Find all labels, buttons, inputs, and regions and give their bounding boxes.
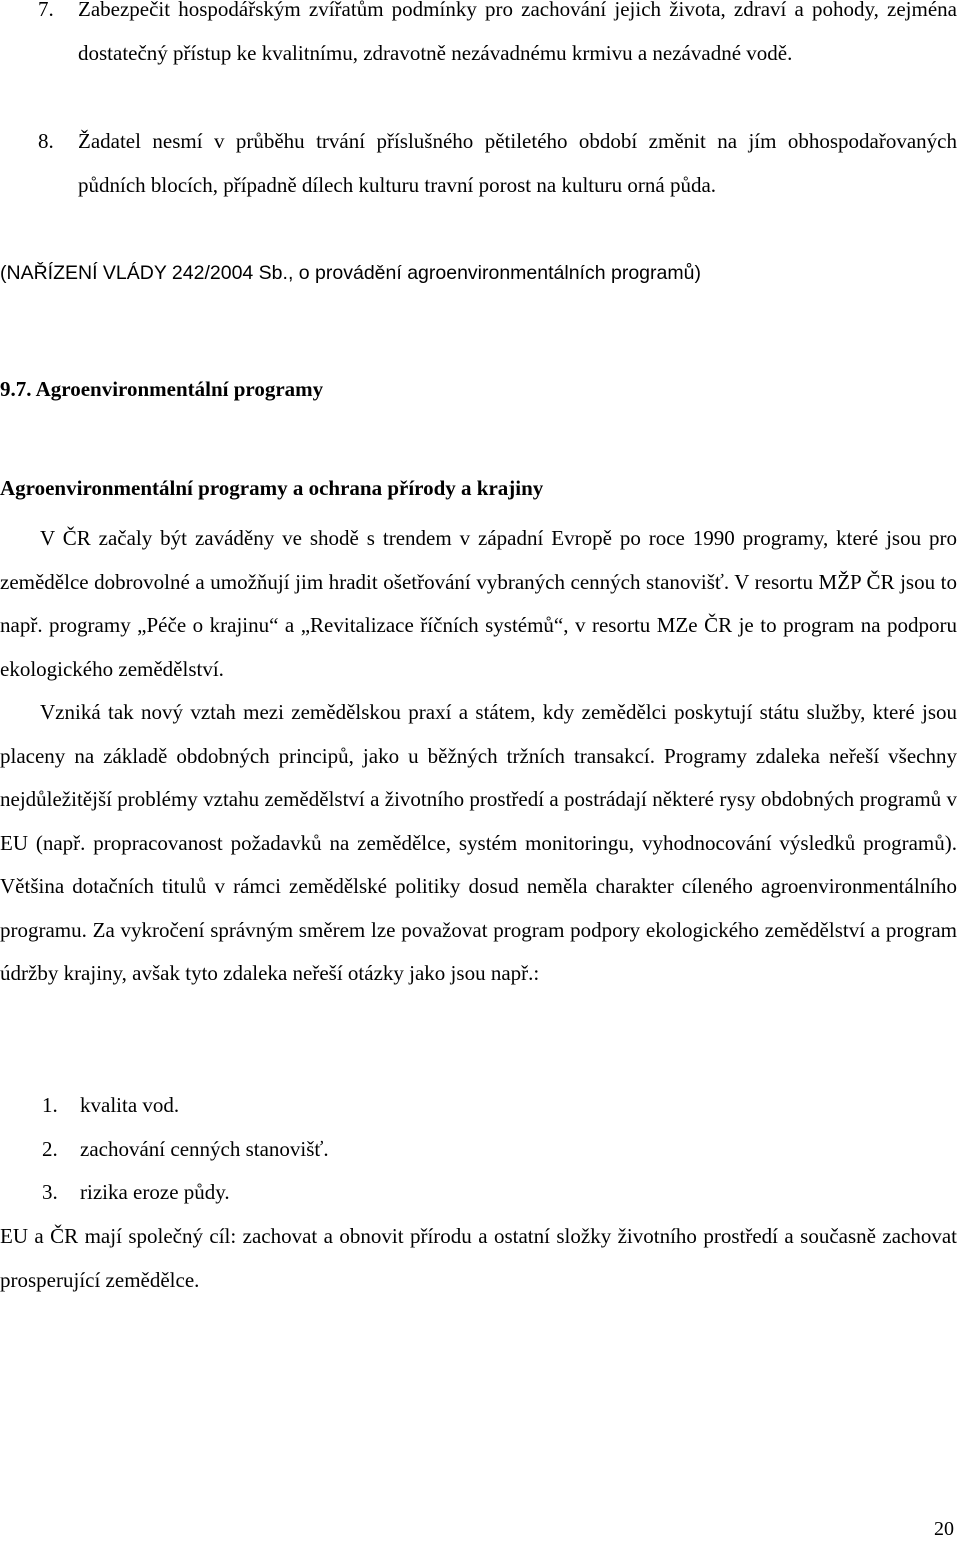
list-item-number: 3. <box>42 1180 58 1204</box>
subsection-heading: Agroenvironmentální programy a ochrana přírody a krajiny <box>0 476 544 500</box>
citation: (NAŘÍZENÍ VLÁDY 242/2004 Sb., o provádění agroenvironmentálních programů) <box>0 262 701 284</box>
list-item-number: 7. <box>38 0 54 21</box>
paragraph: V ČR začaly být zaváděny ve shodě s trendem v západní Evropě po roce 1990 programy, které jsou pro zemědělce dobrovolné a umožňují jim hradit ošetřování vybraných cenných stanovišť. V resortu MŽP ČR jsou to např. programy „Péče o krajinu“ a „Revitalizace říčních systémů“, v resortu MZe ČR je to program na podporu ekologického zemědělství. <box>0 526 957 681</box>
list-item <box>0 120 957 255</box>
list-item-text: Zabezpečit hospodářským zvířatům podmínky pro zachování jejich života, zdraví a pohody, zejména dostatečný přístup ke kvalitnímu, zdravotně nezávadnému krmivu a nezávadné vodě. <box>78 0 957 65</box>
list-item-number: 8. <box>38 129 54 153</box>
section-heading: 9.7. Agroenvironmentální programy <box>0 377 324 401</box>
list-item <box>0 0 957 123</box>
list-item-number: 2. <box>42 1137 58 1161</box>
list-item-text: rizika eroze půdy. <box>80 1180 230 1204</box>
list-item-number: 1. <box>42 1093 58 1117</box>
list-item-text: kvalita vod. <box>80 1093 180 1117</box>
paragraph: Vzniká tak nový vztah mezi zemědělskou praxí a státem, kdy zemědělci poskytují státu služby, které jsou placeny na základě obdobných principů, jako u běžných tržních transakcí. Programy zdaleka neřeší všechny nejdůležitější problémy vztahu zemědělství a životního prostředí a postrádají některé rysy obdobných programů v EU (např. propracovanost požadavků na zemědělce, systém monitoringu, vyhodnocování výsledků programů). Většina dotačních titulů v rámci zemědělské politiky dosud neměla charakter cíleného agroenvironmentálního programu. Za vykročení správným směrem lze považovat program podpory ekologického zemědělství a program údržby krajiny, avšak tyto zdaleka neřeší otázky jako jsou např.: <box>0 700 957 985</box>
closing-paragraph: EU a ČR mají společný cíl: zachovat a obnovit přírodu a ostatní složky životního prostředí a současně zachovat prosperující zemědělce. <box>0 1224 957 1292</box>
list-item-text: Žadatel nesmí v průběhu trvání příslušného pětiletého období změnit na jím obhospodařovaných půdních blocích, případně dílech kulturu travní porost na kulturu orná půda. <box>78 129 957 197</box>
list-item-text: zachování cenných stanovišť. <box>80 1137 329 1161</box>
page-number: 20 <box>934 1518 954 1540</box>
